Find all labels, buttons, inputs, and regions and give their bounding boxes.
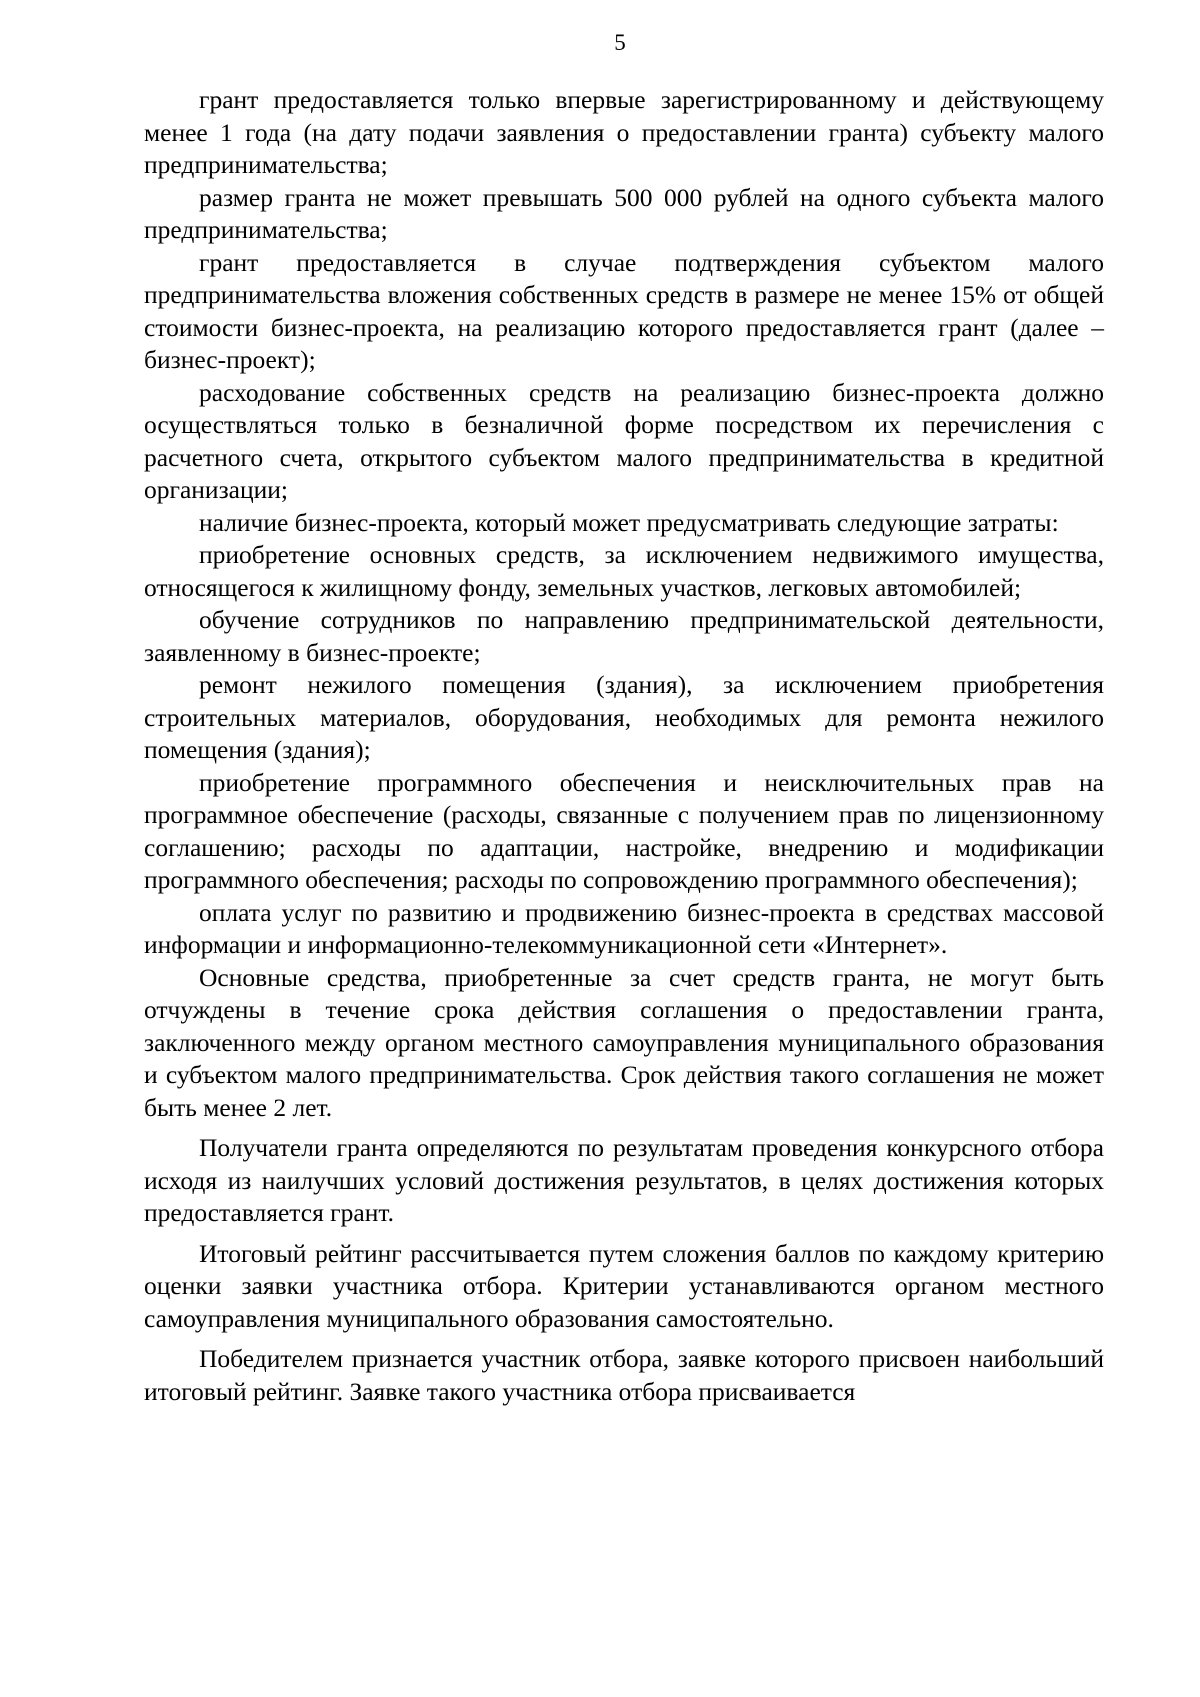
paragraph: Основные средства, приобретенные за счет средств гранта, не могут быть отчуждены в течение срока действия соглашения о предоставлении гранта, заключенного между органом местного самоуправления муниципального образования и субъектом малого предпринимательства. Срок действия такого соглашения не может быть менее 2 лет.	[144, 962, 1104, 1122]
paragraph: приобретение основных средств, за исключением недвижимого имущества, относящегося к жилищному фонду, земельных участков, легковых автомобилей;	[144, 540, 1104, 602]
paragraph: Получатели гранта определяются по результатам проведения конкурсного отбора исходя из наилучших условий достижения результатов, в целях достижения которых предоставляется грант.	[144, 1133, 1104, 1227]
paragraph: Итоговый рейтинг рассчитывается путем сложения баллов по каждому критерию оценки заявки участника отбора. Критерии устанавливаются органом местного самоуправления муниципального образования самостоятельно.	[144, 1238, 1104, 1333]
paragraph: расходование собственных средств на реализацию бизнес-проекта должно осуществляться только в безналичной форме посредством их перечисления с расчетного счета, открытого субъектом малого предпринимательства в кредитной организации;	[144, 377, 1104, 504]
paragraph: размер гранта не может превышать 500 000 рублей на одного субъекта малого предпринимательства;	[144, 182, 1104, 244]
document-body	[144, 84, 1104, 1408]
paragraph: обучение сотрудников по направлению предпринимательской деятельности, заявленному в бизнес-проекте;	[144, 605, 1104, 667]
paragraph: Победителем признается участник отбора, заявке которого присвоен наибольший итоговый рейтинг. Заявке такого участника отбора присваивается	[144, 1344, 1104, 1406]
paragraph: оплата услуг по развитию и продвижению бизнес-проекта в средствах массовой информации и информационно-телекоммуникационной сети «Интернет».	[144, 897, 1104, 959]
paragraph: грант предоставляется только впервые зарегистрированному и действующему менее 1 года (на дату подачи заявления о предоставлении гранта) субъекту малого предпринимательства;	[144, 85, 1104, 179]
paragraph: наличие бизнес-проекта, который может предусматривать следующие затраты:	[199, 507, 1059, 537]
paragraph: приобретение программного обеспечения и неисключительных прав на программное обеспечение (расходы, связанные с получением прав по лицензионному соглашению; расходы по адаптации, настройке, внедрению и модификации программного обеспечения; расходы по сопровождению программного обеспечения);	[144, 767, 1104, 894]
paragraph: ремонт нежилого помещения (здания), за исключением приобретения строительных материалов, оборудования, необходимых для ремонта нежилого помещения (здания);	[144, 670, 1104, 764]
page-number: 5	[614, 30, 626, 55]
paragraph: грант предоставляется в случае подтверждения субъектом малого предпринимательства вложения собственных средств в размере не менее 15% от общей стоимости бизнес-проекта, на реализацию которого предоставляется грант (далее – бизнес-проект);	[144, 247, 1104, 374]
